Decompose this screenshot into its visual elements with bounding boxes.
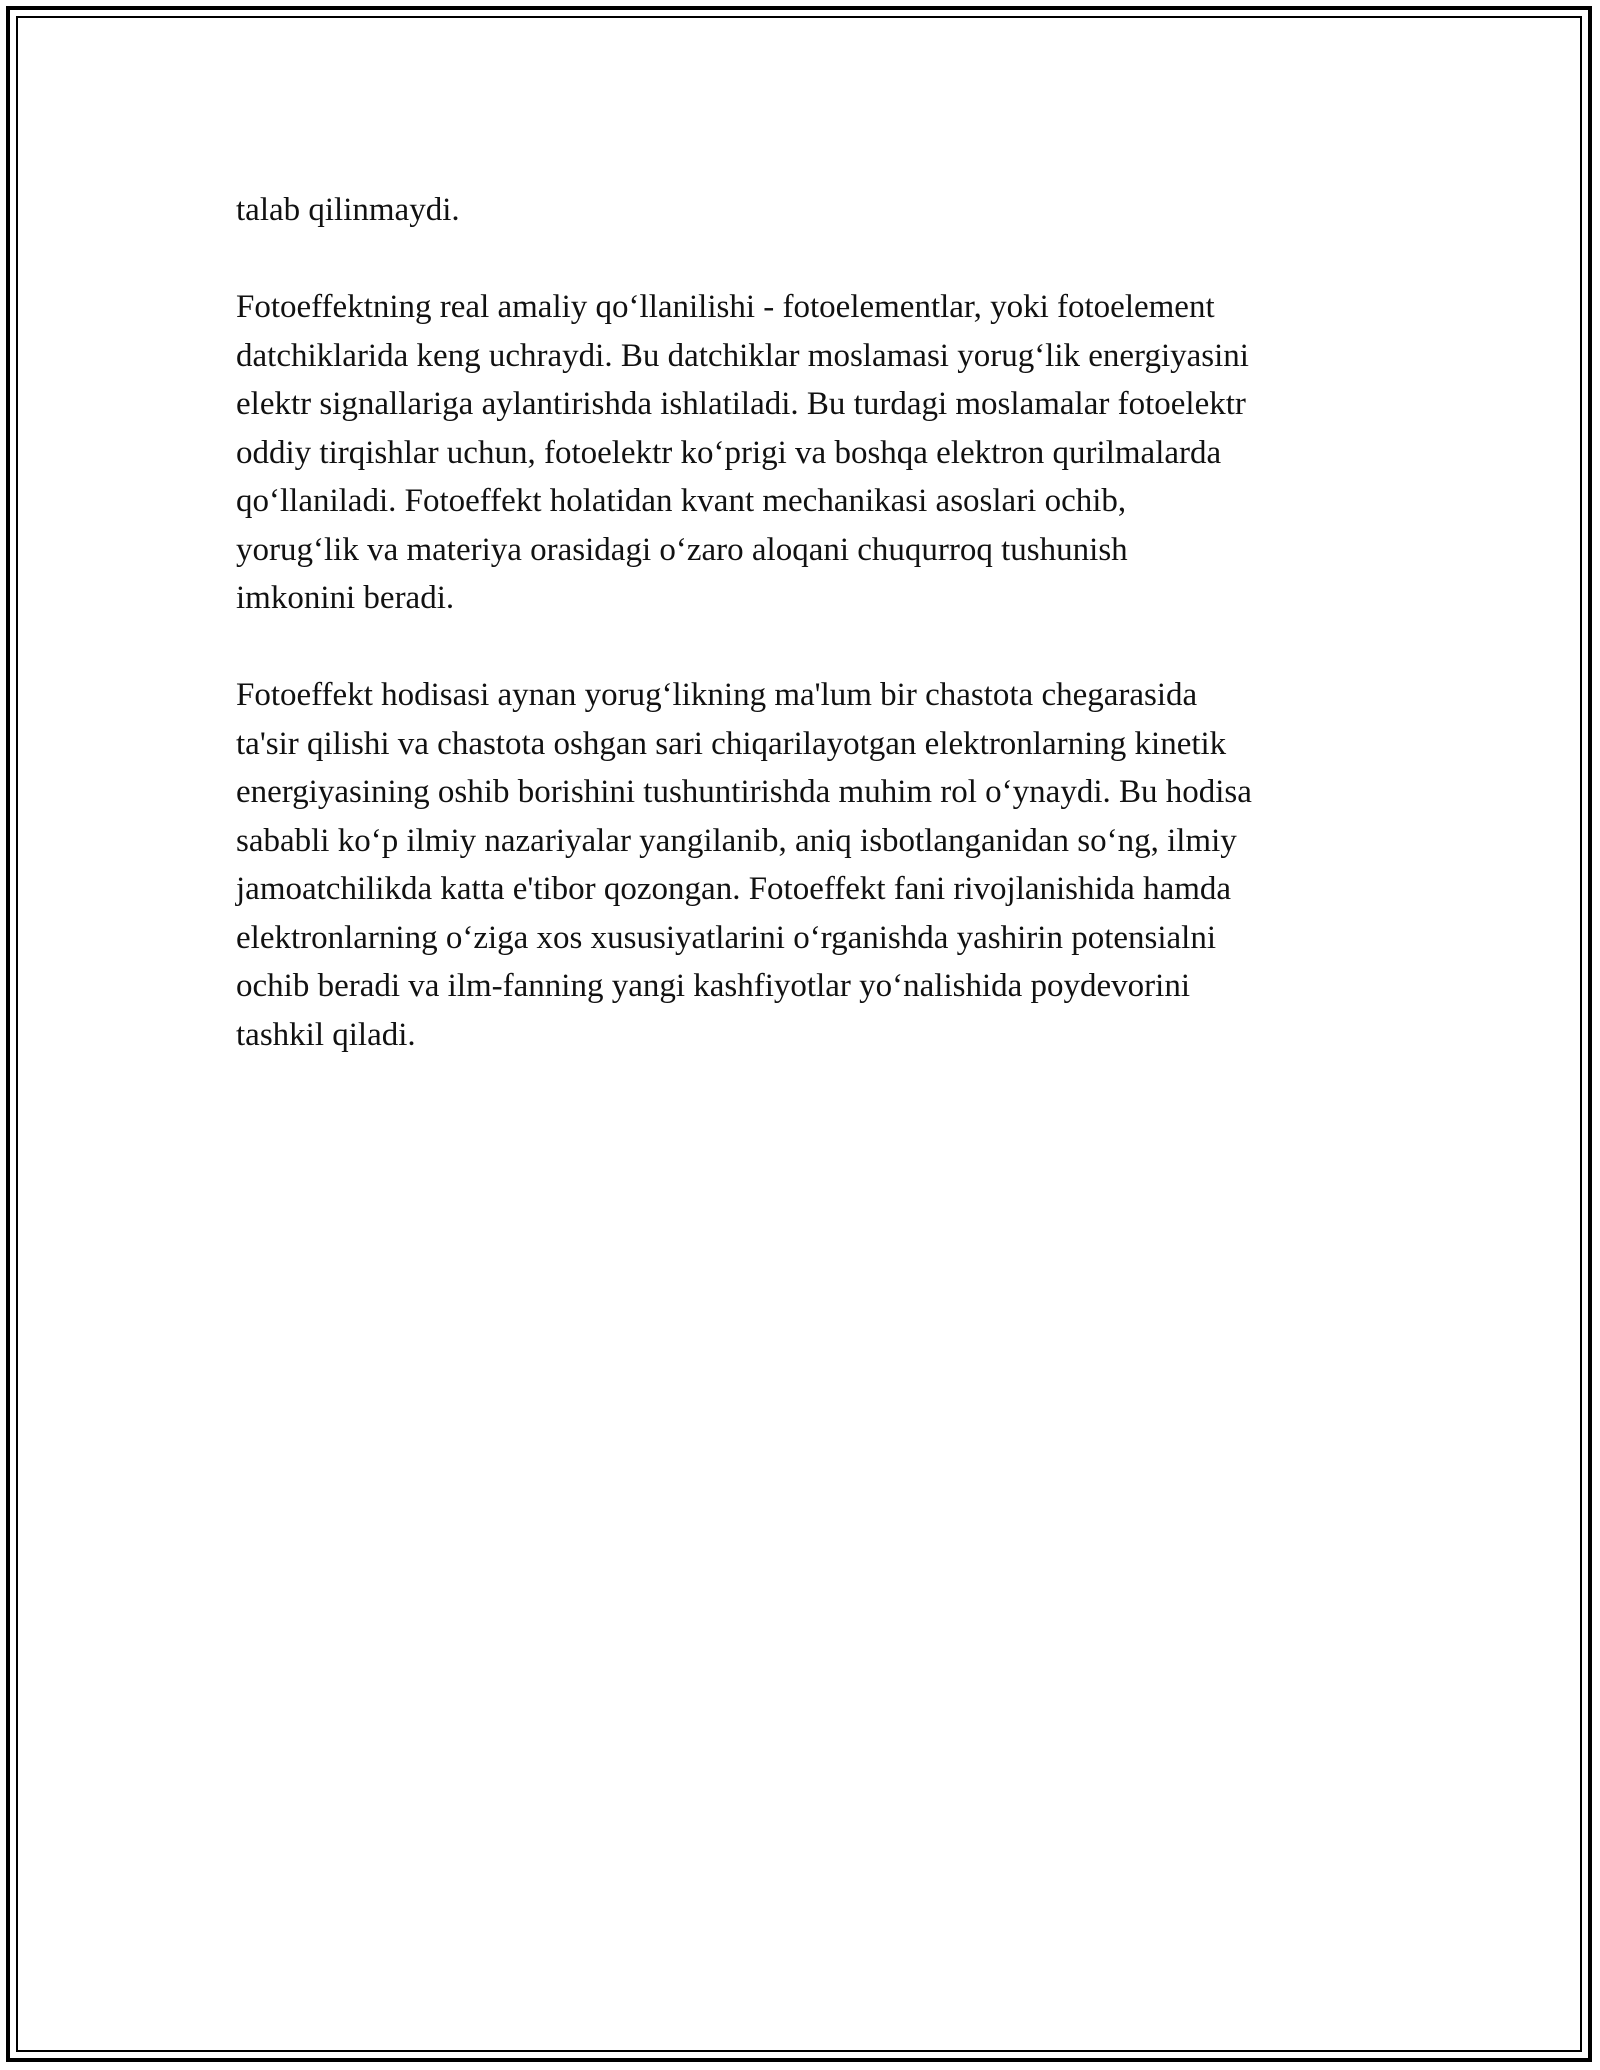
paragraph-2: [236, 283, 1396, 623]
text-line: energiyasining oshib borishini tushuntirishda muhim rol o‘ynaydi. Bu hodisa: [236, 774, 1252, 810]
text-line: jamoatchilikda katta e'tibor qozongan. Fotoeffekt fani rivojlanishida hamda: [236, 871, 1232, 907]
paragraph-3: [236, 671, 1396, 1059]
paragraph-1: [236, 186, 1396, 235]
text-line: Fotoeffekt hodisasi aynan yorug‘likning ma'lum bir chastota chegarasida: [236, 677, 1198, 713]
text-line: imkonini beradi.: [236, 580, 455, 616]
text-line: datchiklarida keng uchraydi. Bu datchiklar moslamasi yorug‘lik energiyasini: [236, 337, 1249, 374]
text-line: tashkil qiladi.: [236, 1016, 416, 1053]
text-line: sababli ko‘p ilmiy nazariyalar yangilanib, aniq isbotlanganidan so‘ng, ilmiy: [236, 822, 1237, 859]
text-line: ta'sir qilishi va chastota oshgan sari chiqarilayotgan elektronlarning kinetik: [236, 725, 1227, 762]
text-line: talab qilinmaydi.: [236, 192, 460, 228]
text-line: yorug‘lik va materiya orasidagi o‘zaro aloqani chuqurroq tushunish: [236, 531, 1128, 568]
text-line: elektronlarning o‘ziga xos xususiyatlarini o‘rganishda yashirin potensialni: [236, 919, 1217, 956]
text-line: ochib beradi va ilm-fanning yangi kashfiyotlar yo‘nalishida poydevorini: [236, 968, 1191, 1004]
document-body: [236, 186, 1396, 1108]
text-line: elektr signallariga aylantirishda ishlatiladi. Bu turdagi moslamalar fotoelektr: [236, 386, 1246, 422]
text-line: qo‘llaniladi. Fotoeffekt holatidan kvant mechanikasi asoslari ochib,: [236, 483, 1127, 519]
text-line: Fotoeffektning real amaliy qo‘llanilishi - fotoelementlar, yoki fotoelement: [236, 289, 1215, 325]
text-line: oddiy tirqishlar uchun, fotoelektr ko‘prigi va boshqa elektron qurilmalarda: [236, 434, 1222, 471]
